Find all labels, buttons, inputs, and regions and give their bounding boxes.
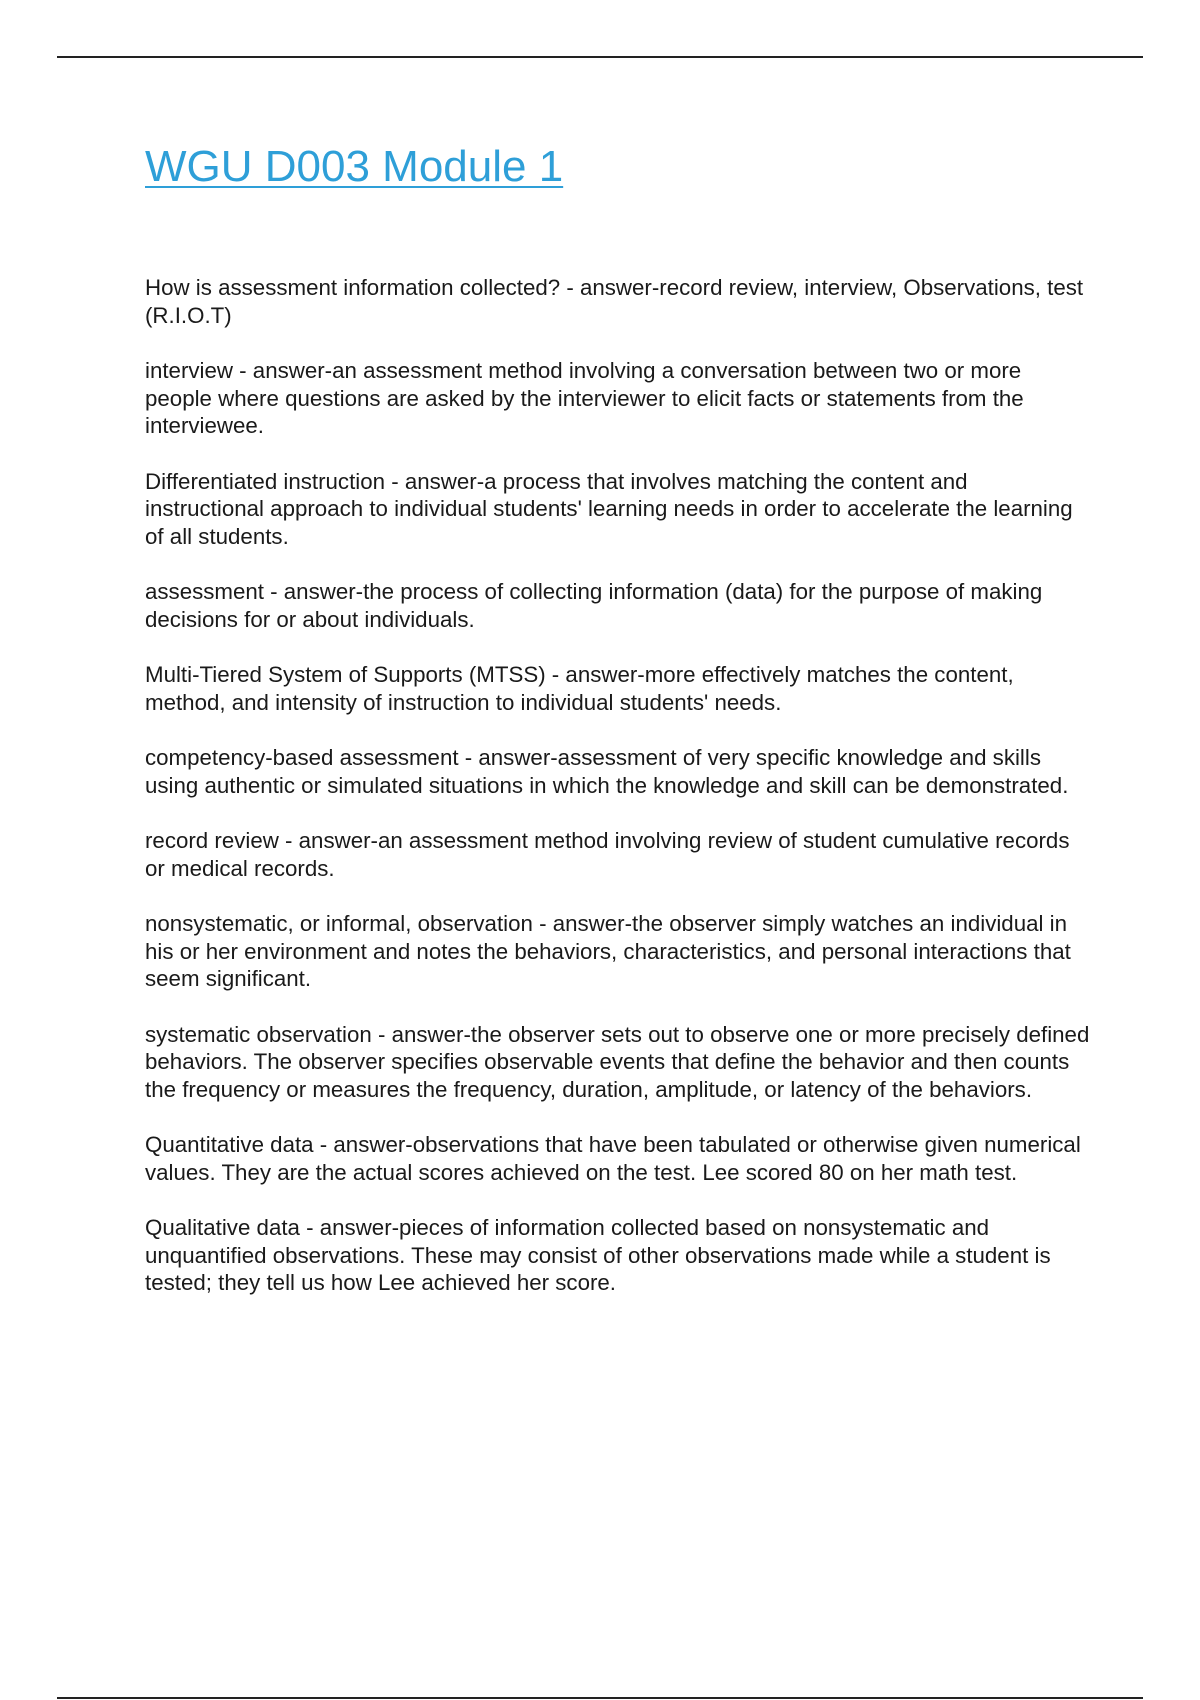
page-title[interactable]: WGU D003 Module 1 xyxy=(145,142,564,191)
qa-entry: Qualitative data - answer-pieces of information collected based on nonsystematic and unquantified observations. These may consist of other observations made while a student is tested; they tell us how Lee achieved her score. xyxy=(145,1215,1051,1295)
qa-entry: How is assessment information collected? - answer-record review, interview, Observations, test (R.I.O.T) xyxy=(145,275,1084,328)
qa-list xyxy=(145,274,1090,1297)
qa-entry: systematic observation - answer-the observer sets out to observe one or more precisely defined behaviors. The observer specifies observable events that define the behavior and then counts the frequency or measures the frequency, duration, amplitude, or latency of the behaviors. xyxy=(145,1021,1090,1102)
qa-entry: record review - answer-an assessment method involving review of student cumulative records or medical records. xyxy=(145,828,1070,881)
qa-entry: interview - answer-an assessment method involving a conversation between two or more people where questions are asked by the interviewer to elicit facts or statements from the interviewee. xyxy=(145,358,1024,438)
qa-entry: competency-based assessment - answer-assessment of very specific knowledge and skills using authentic or simulated situations in which the knowledge and skill can be demonstrated. xyxy=(145,745,1069,798)
qa-entry: Quantitative data - answer-observations that have been tabulated or otherwise given numerical values. They are the actual scores achieved on the test. Lee scored 80 on her math test. xyxy=(145,1132,1081,1185)
qa-entry: assessment - answer-the process of collecting information (data) for the purpose of making decisions for or about individuals. xyxy=(145,579,1043,632)
footer-rule xyxy=(57,1697,1143,1699)
qa-entry: Multi-Tiered System of Supports (MTSS) - answer-more effectively matches the content, method, and intensity of instruction to individual students' needs. xyxy=(145,662,1014,715)
header-rule xyxy=(57,56,1143,58)
qa-entry: nonsystematic, or informal, observation - answer-the observer simply watches an individual in his or her environment and notes the behaviors, characteristics, and personal interactions that seem significant. xyxy=(145,911,1071,991)
qa-entry: Differentiated instruction - answer-a process that involves matching the content and instructional approach to individual students' learning needs in order to accelerate the learning of all students. xyxy=(145,468,1073,549)
